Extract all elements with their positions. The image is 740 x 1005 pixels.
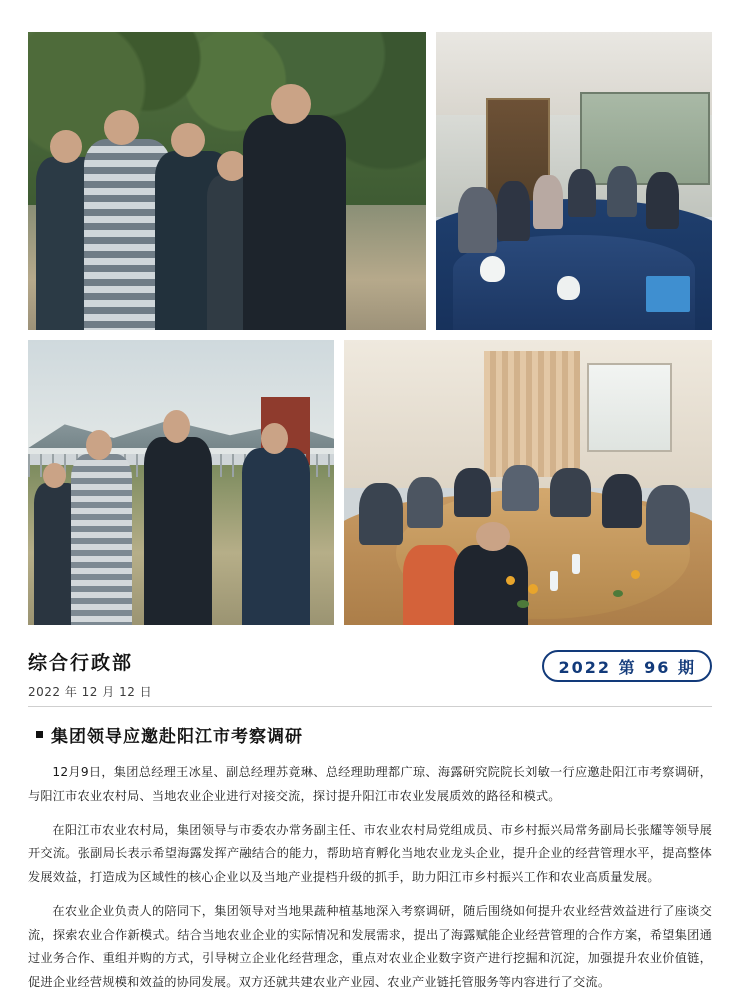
person-head xyxy=(261,423,289,454)
person-head xyxy=(476,522,509,551)
water-bottle xyxy=(572,554,580,574)
seated-person xyxy=(454,468,491,516)
photo-field-discussion xyxy=(28,32,426,330)
person-head xyxy=(50,130,82,163)
department-block xyxy=(28,648,152,700)
photo-conference-room-blue xyxy=(436,32,712,330)
person-head xyxy=(163,410,191,443)
headline-text: 集团领导应邀赴阳江市考察调研 xyxy=(51,727,303,747)
seated-person xyxy=(407,477,444,528)
seated-person xyxy=(646,485,690,545)
photo-row-top xyxy=(28,32,712,330)
paragraph-3: 在农业企业负责人的陪同下，集团领导对当地果蔬种植基地深入考察调研，随后围绕如何提升农业经营效益进行了座谈交流，探索农业合作新模式。结合当地农业企业的实际情况和发展需求，提出了海露赋能企业经营管理的合作方案，希望集团通过业务合作、重组并购的方式，引导树立企业化经营理念，重点对农业企业数字资产进行挖掘和沉淀，加强提升农业价值链，促进企业经营规模和效益的协同发展。双方还就共建农业产业园、农业产业链托管服务等内容进行了交流。 xyxy=(28,903,712,990)
seated-person xyxy=(533,175,563,229)
fruit-plate-item xyxy=(528,584,538,594)
person-head xyxy=(171,123,205,157)
seated-person xyxy=(458,187,497,253)
seated-person xyxy=(607,166,637,217)
seated-person xyxy=(602,474,642,528)
window-curtain xyxy=(484,351,580,476)
seated-person xyxy=(550,468,590,516)
fruit-plate-greens xyxy=(613,590,623,597)
seated-person xyxy=(646,172,679,229)
person-figure xyxy=(71,454,132,625)
publication-date: 2022 年 12 月 12 日 xyxy=(28,685,153,699)
person-figure xyxy=(243,115,346,330)
header-divider xyxy=(28,706,712,707)
water-bottle xyxy=(550,571,558,591)
water-cup xyxy=(480,256,505,283)
person-head xyxy=(271,84,311,124)
photo-row-bottom xyxy=(28,340,712,625)
water-cup xyxy=(557,276,579,300)
person-figure xyxy=(242,448,309,625)
foreground-person-orange xyxy=(403,545,462,625)
article-body xyxy=(28,722,712,1005)
department-name: 综合行政部 xyxy=(28,652,134,674)
foreground-person-dark xyxy=(454,545,528,625)
fruit-plate-item xyxy=(506,576,515,585)
person-figure xyxy=(144,437,211,625)
photo-grid xyxy=(28,32,712,635)
seated-person xyxy=(497,181,530,241)
photo-meeting-round-table xyxy=(344,340,712,625)
seated-person xyxy=(359,483,403,546)
article-headline xyxy=(36,722,712,747)
projector-screen xyxy=(580,92,711,185)
seated-person xyxy=(502,465,539,511)
issue-badge: 2022 第 96 期 xyxy=(542,650,712,682)
person-head xyxy=(86,430,112,460)
tissue-box xyxy=(646,276,690,312)
seated-person xyxy=(568,169,596,217)
window-pane xyxy=(587,363,672,453)
fruit-plate-greens xyxy=(517,600,529,608)
paragraph-2: 在阳江市农业农村局，集团领导与市委农办常务副主任、市农业农村局党组成员、市乡村振兴局常务副局长张耀等领导展开交流。张副局长表示希望海露发挥产融结合的能力，帮助培育孵化当地农业龙头企业，提升企业的经营管理水平，提高整体发展效益，打造成为区域性的核心企业以及当地产业提档升级的抓手，助力阳江市乡村振兴工作和农业高质量发展。 xyxy=(28,822,712,885)
photo-outdoor-group xyxy=(28,340,334,625)
paragraph-1: 12月9日，集团总经理王冰星、副总经理苏竟琳、总经理助理都广琼、海露研究院院长刘敏一行应邀赴阳江市考察调研，与阳江市农业农村局、当地农业企业进行对接交流，探讨提升阳江市农业发展质效的路径和模式。 xyxy=(28,765,712,803)
bullet-square-icon xyxy=(36,731,43,738)
